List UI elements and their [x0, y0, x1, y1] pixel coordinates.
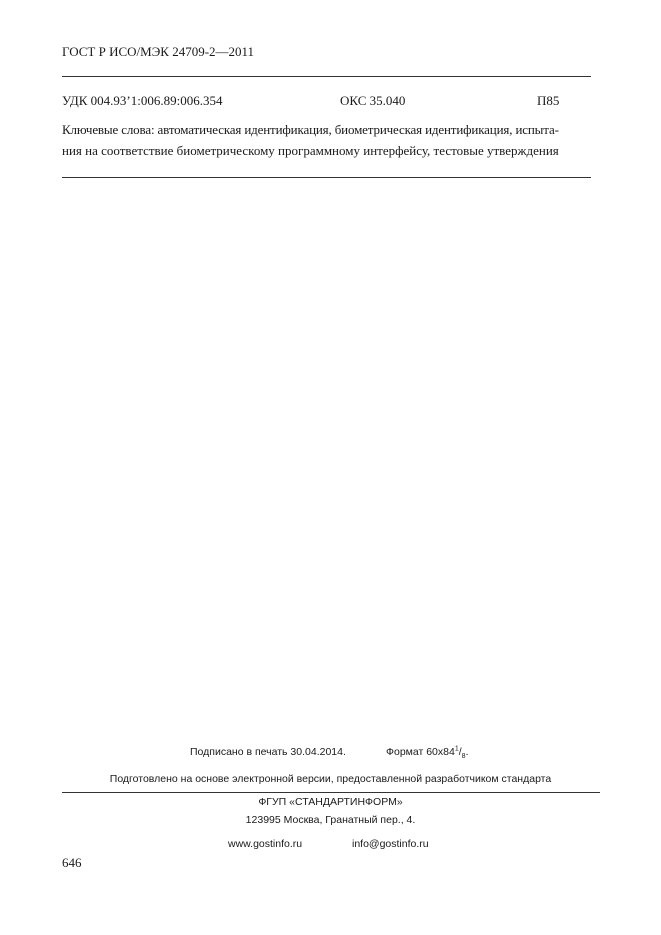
keywords-divider	[62, 177, 591, 178]
publisher-name: ФГУП «СТАНДАРТИНФОРМ»	[258, 796, 403, 808]
publisher-email-link[interactable]: info@gostinfo.ru	[352, 838, 429, 850]
oks-code: ОКС 35.040	[340, 93, 406, 108]
format-fraction-numerator: 1	[454, 745, 459, 753]
format-label: Формат 60х84	[386, 746, 455, 758]
header-divider	[62, 76, 591, 77]
standard-code: ГОСТ Р ИСО/МЭК 24709-2—2011	[62, 44, 255, 59]
publisher-address: 123995 Москва, Гранатный пер., 4.	[245, 814, 416, 826]
group-code: П85	[537, 93, 560, 108]
imprint-prepared: Подготовлено на основе электронной версии, предоставленной разработчиком стандарта	[109, 773, 552, 785]
publisher-website-link[interactable]: www.gostinfo.ru	[228, 838, 303, 850]
imprint-signed: Подписано в печать 30.04.2014.	[190, 746, 346, 758]
format-fraction-denominator: 8	[461, 753, 466, 761]
imprint-divider	[62, 792, 600, 793]
page-number: 646	[62, 855, 82, 870]
keywords-line-2: ния на соответствие биометрическому программному интерфейсу, тестовые утверждения	[62, 143, 559, 158]
format-end: .	[465, 746, 469, 758]
keywords-line-1: Ключевые слова: автоматическая идентификация, биометрическая идентификация, испыта-	[62, 122, 559, 137]
imprint-format: Формат $60х84^1/_8$.	[386, 745, 469, 761]
udk-code: УДК 004.93’1:006.89:006.354	[62, 93, 223, 108]
